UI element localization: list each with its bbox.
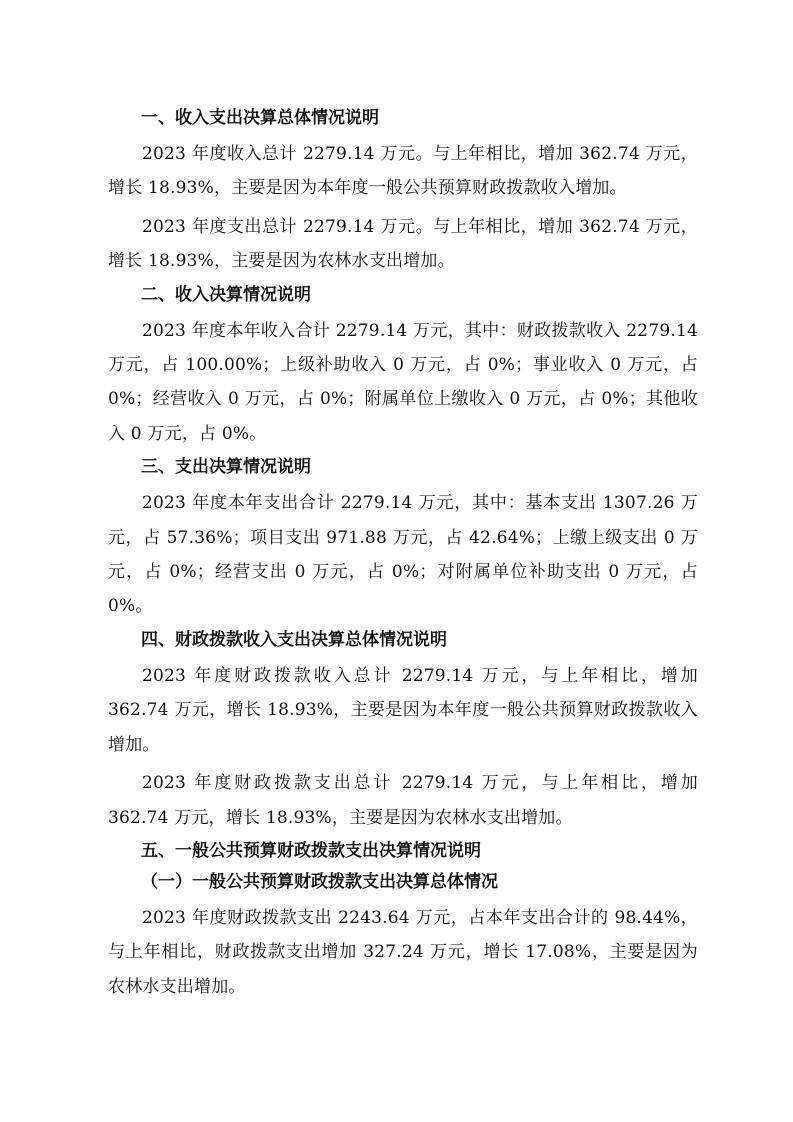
section-heading-3: 三、支出决算情况说明	[141, 457, 311, 478]
paragraph: 2023 年度支出总计 2279.14 万元。与上年相比，增加 362.74 万元，增长 18.93%，主要是因为农林水支出增加。	[108, 216, 698, 272]
subsection-heading: （一）一般公共预算财政拨款支出决算总体情况	[141, 871, 498, 892]
paragraph: 2023 年度财政拨款收入总计 2279.14 万元，与上年相比，增加 362.74 万元，增长 18.93%，主要是因为本年度一般公共预算财政拨款收入增加。	[108, 665, 698, 755]
section-heading-2: 二、收入决算情况说明	[141, 284, 311, 305]
paragraph: 2023 年度收入总计 2279.14 万元。与上年相比，增加 362.74 万元，增长 18.93%，主要是因为本年度一般公共预算财政拨款收入增加。	[108, 144, 698, 199]
paragraph: 2023 年度财政拨款支出总计 2279.14 万元，与上年相比，增加 362.74 万元，增长 18.93%，主要是因为农林水支出增加。	[108, 773, 698, 828]
section-heading-5: 五、一般公共预算财政拨款支出决算情况说明	[141, 840, 481, 861]
paragraph: 2023 年度本年支出合计 2279.14 万元，其中：基本支出 1307.26 万元，占 57.36%；项目支出 971.88 万元，占 42.64%；上缴上级支出 0 万元，占 0%；经营支出 0 万元，占 0%；对附属单位补助支出 0 万元，占 0%。	[108, 493, 698, 617]
section-heading-1: 一、收入支出决算总体情况说明	[141, 108, 379, 128]
paragraph: 2023 年度本年收入合计 2279.14 万元，其中：财政拨款收入 2279.14 万元，占 100.00%；上级补助收入 0 万元，占 0%；事业收入 0 万元，占 0%；经营收入 0 万元，占 0%；附属单位上缴收入 0 万元，占 0%；其他收入 0 万元，占 0%。	[108, 320, 699, 444]
section-heading-4: 四、财政拨款收入支出决算总体情况说明	[141, 629, 447, 650]
paragraph: 2023 年度财政拨款支出 2243.64 万元，占本年支出合计的 98.44%，与上年相比，财政拨款支出增加 327.24 万元，增长 17.08%，主要是因为农林水支出增加。	[108, 907, 698, 997]
